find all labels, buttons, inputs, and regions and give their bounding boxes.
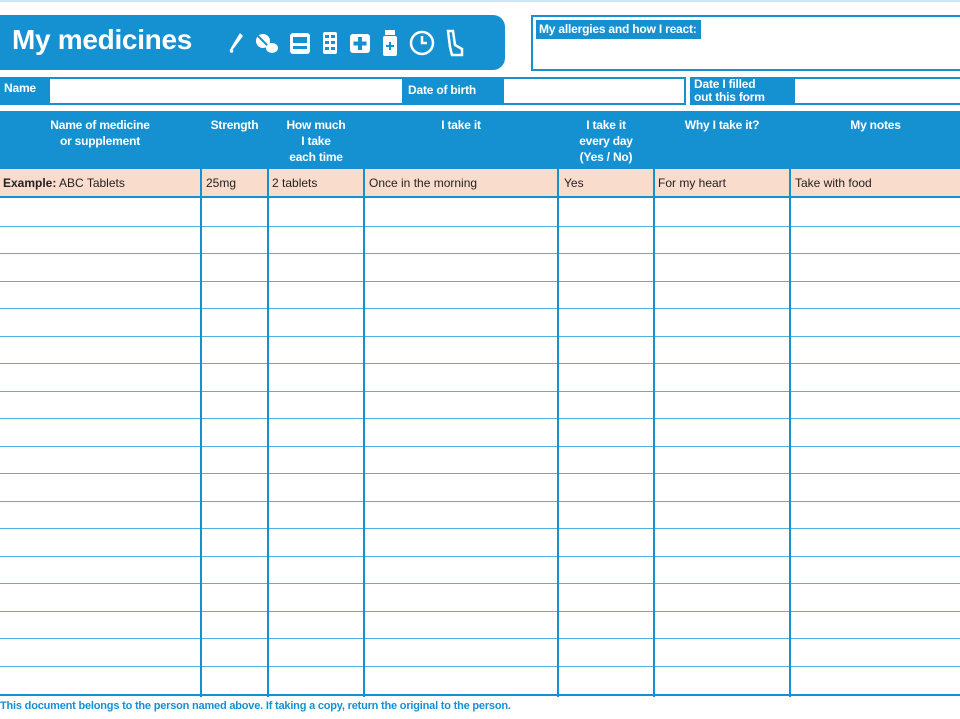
table-row-line [0,638,960,639]
dob-field[interactable] [502,77,686,105]
table-row-line [0,226,960,227]
column-divider [267,111,269,697]
title-banner [0,15,505,70]
example-every-day: Yes [564,176,584,190]
table-row-line [0,528,960,529]
blister-pack-icon [320,30,340,56]
example-when: Once in the morning [369,176,478,190]
column-divider [653,111,655,697]
icon-strip [228,27,466,59]
page-title: My medicines [12,24,193,55]
table-row-line [0,391,960,392]
inhaler-icon [444,29,466,57]
table-row-line [0,666,960,667]
column-divider [363,111,365,697]
example-prefix: Example: [3,176,57,190]
name-label: Name [0,77,48,105]
dob-label: Date of birth [404,77,502,105]
example-row [0,169,960,198]
table-row-line [0,473,960,474]
first-aid-icon [348,30,372,56]
table-row-line [0,418,960,419]
example-name-cell [3,176,125,190]
column-divider [557,111,559,697]
table-bottom-rule [0,694,960,696]
example-why: For my heart [658,176,727,190]
medicine-bottle-icon [380,29,400,57]
date-filled-label-line1: Date I filled [694,77,756,91]
top-rule [0,0,960,2]
header-medicine-name: Name of medicine or supplement [50,118,150,148]
table-row-line [0,501,960,502]
allergies-label: My allergies and how I react: [536,20,701,39]
example-strength: 25mg [206,176,237,190]
example-notes: Take with food [795,176,872,190]
table-row-line [0,336,960,337]
personal-info-row [0,77,960,105]
header-every-day: I take it every day (Yes / No) [579,118,633,164]
table-row-line [0,583,960,584]
ownership-footer: This document belongs to the person named above. If taking a copy, return the original to the person. [0,700,511,712]
header-strength: Strength [210,118,259,132]
example-amount: 2 tablets [272,176,318,190]
thermometer-icon [228,30,246,56]
allergies-field[interactable] [531,15,960,71]
table-row-line [0,253,960,254]
column-divider [789,111,791,697]
date-filled-label-line2: out this form [694,90,765,104]
medicines-table [0,111,960,697]
name-field[interactable] [48,77,404,105]
header-notes: My notes [850,118,901,132]
table-row-line [0,308,960,309]
header-i-take-it: I take it [441,118,481,132]
table-row-line [0,281,960,282]
header-how-much: How much I take each time [286,118,346,164]
medicine-box-icon [288,30,312,56]
header-why: Why I take it? [684,118,760,132]
example-name: ABC Tablets [59,176,125,190]
table-row-line [0,363,960,364]
clock-icon [408,29,436,57]
date-filled-label [690,77,793,105]
column-divider [200,111,202,697]
date-filled-field[interactable] [793,77,960,105]
pills-icon [254,30,280,56]
table-row-line [0,446,960,447]
table-row-line [0,611,960,612]
table-row-line [0,556,960,557]
